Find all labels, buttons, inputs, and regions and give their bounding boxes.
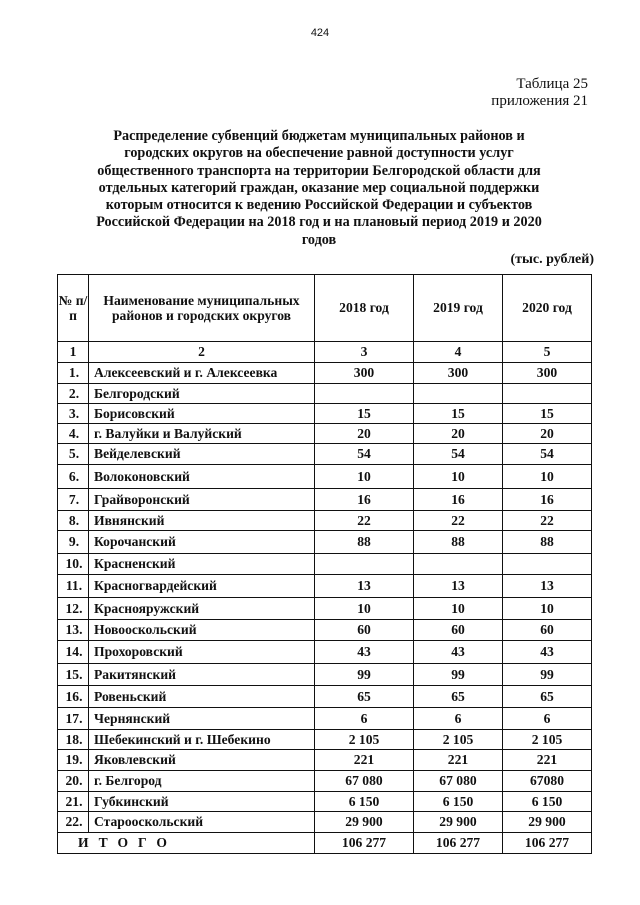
row-value-2019: 65	[414, 686, 503, 708]
row-value-2019: 6	[414, 708, 503, 730]
row-value-2018: 22	[315, 511, 414, 531]
table-row	[58, 465, 592, 489]
row-value-2020: 6 150	[503, 792, 592, 812]
column-index: 4	[414, 342, 503, 363]
row-value-2018: 2 105	[315, 730, 414, 750]
table-row	[58, 575, 592, 598]
row-number: 16.	[58, 686, 89, 708]
header-2018: 2018 год	[315, 275, 414, 342]
row-value-2019: 10	[414, 465, 503, 489]
row-value-2020	[503, 384, 592, 404]
row-value-2020: 60	[503, 620, 592, 641]
row-number: 10.	[58, 554, 89, 575]
row-value-2018: 29 900	[315, 812, 414, 833]
row-value-2020: 29 900	[503, 812, 592, 833]
document-title: Распределение субвенций бюджетам муниципальных районов и городских округов на обеспечение равной доступности услуг общественного транспорта на территории Белгородской области для отдельных категорий граждан, оказание мер социальной поддержки которым относится к ведению Российской Федерации и субъектов Российской Федерации на 2018 год и на плановый период 2019 и 2020 годов	[96, 128, 542, 248]
row-name: Губкинский	[89, 792, 315, 812]
row-name: Чернянский	[89, 708, 315, 730]
table-row	[58, 664, 592, 686]
row-value-2020: 99	[503, 664, 592, 686]
row-value-2020: 88	[503, 531, 592, 554]
table-row	[58, 554, 592, 575]
row-value-2018: 20	[315, 424, 414, 444]
row-name: г. Белгород	[89, 771, 315, 792]
row-value-2018: 10	[315, 598, 414, 620]
row-number: 6.	[58, 465, 89, 489]
row-name: г. Валуйки и Валуйский	[89, 424, 315, 444]
row-value-2018: 221	[315, 750, 414, 771]
row-number: 5.	[58, 444, 89, 465]
row-value-2019: 54	[414, 444, 503, 465]
row-value-2019: 20	[414, 424, 503, 444]
row-value-2018: 99	[315, 664, 414, 686]
row-name: Шебекинский и г. Шебекино	[89, 730, 315, 750]
row-value-2019: 22	[414, 511, 503, 531]
total-label: ИТОГО	[58, 833, 315, 854]
table-row	[58, 363, 592, 384]
row-value-2019: 67 080	[414, 771, 503, 792]
row-number: 20.	[58, 771, 89, 792]
table-caption-line1: Таблица 25	[516, 76, 588, 92]
row-value-2019: 221	[414, 750, 503, 771]
row-number: 15.	[58, 664, 89, 686]
row-value-2018: 16	[315, 489, 414, 511]
row-value-2018: 13	[315, 575, 414, 598]
row-value-2020: 43	[503, 641, 592, 664]
row-value-2019	[414, 384, 503, 404]
table-row	[58, 404, 592, 424]
row-value-2020: 13	[503, 575, 592, 598]
row-value-2020: 300	[503, 363, 592, 384]
header-number: № п/п	[58, 275, 89, 342]
row-name: Прохоровский	[89, 641, 315, 664]
column-index-row	[58, 342, 592, 363]
row-value-2018: 10	[315, 465, 414, 489]
row-number: 13.	[58, 620, 89, 641]
row-value-2018: 54	[315, 444, 414, 465]
column-index: 2	[89, 342, 315, 363]
row-number: 8.	[58, 511, 89, 531]
table-row	[58, 384, 592, 404]
row-value-2019: 99	[414, 664, 503, 686]
row-value-2020: 10	[503, 598, 592, 620]
table-row	[58, 489, 592, 511]
row-name: Корочанский	[89, 531, 315, 554]
row-value-2020: 15	[503, 404, 592, 424]
row-name: Красненский	[89, 554, 315, 575]
row-number: 21.	[58, 792, 89, 812]
row-value-2018: 6	[315, 708, 414, 730]
table-header-row	[58, 275, 592, 342]
row-value-2019: 13	[414, 575, 503, 598]
row-value-2018: 60	[315, 620, 414, 641]
subsidy-table	[57, 274, 592, 854]
units-note: (тыс. рублей)	[510, 252, 594, 267]
row-name: Ровеньский	[89, 686, 315, 708]
row-value-2020: 22	[503, 511, 592, 531]
total-value-2019: 106 277	[414, 833, 503, 854]
row-name: Ивнянский	[89, 511, 315, 531]
table-row	[58, 708, 592, 730]
row-number: 19.	[58, 750, 89, 771]
row-name: Новооскольский	[89, 620, 315, 641]
row-number: 14.	[58, 641, 89, 664]
row-number: 4.	[58, 424, 89, 444]
row-value-2019	[414, 554, 503, 575]
row-value-2018	[315, 554, 414, 575]
row-value-2020: 67080	[503, 771, 592, 792]
table-row	[58, 730, 592, 750]
row-value-2019: 88	[414, 531, 503, 554]
table-row	[58, 686, 592, 708]
row-value-2020: 65	[503, 686, 592, 708]
row-name: Алексеевский и г. Алексеевка	[89, 363, 315, 384]
row-number: 2.	[58, 384, 89, 404]
row-number: 12.	[58, 598, 89, 620]
row-name: Борисовский	[89, 404, 315, 424]
row-number: 22.	[58, 812, 89, 833]
row-number: 17.	[58, 708, 89, 730]
table-row	[58, 812, 592, 833]
row-value-2020: 6	[503, 708, 592, 730]
table-caption-line2: приложения 21	[491, 93, 588, 109]
row-name: Яковлевский	[89, 750, 315, 771]
row-name: Волоконовский	[89, 465, 315, 489]
row-value-2020: 54	[503, 444, 592, 465]
header-2019: 2019 год	[414, 275, 503, 342]
row-value-2019: 300	[414, 363, 503, 384]
row-name: Старооскольский	[89, 812, 315, 833]
row-value-2018: 65	[315, 686, 414, 708]
row-value-2019: 10	[414, 598, 503, 620]
row-value-2018: 67 080	[315, 771, 414, 792]
row-value-2019: 29 900	[414, 812, 503, 833]
row-value-2020	[503, 554, 592, 575]
row-value-2019: 16	[414, 489, 503, 511]
row-value-2018: 300	[315, 363, 414, 384]
column-index: 5	[503, 342, 592, 363]
row-value-2019: 43	[414, 641, 503, 664]
row-name: Красногвардейский	[89, 575, 315, 598]
row-name: Белгородский	[89, 384, 315, 404]
row-value-2019: 6 150	[414, 792, 503, 812]
row-number: 7.	[58, 489, 89, 511]
row-name: Ракитянский	[89, 664, 315, 686]
row-value-2018: 15	[315, 404, 414, 424]
row-value-2020: 10	[503, 465, 592, 489]
table-row	[58, 598, 592, 620]
row-number: 9.	[58, 531, 89, 554]
table-row	[58, 620, 592, 641]
table-row	[58, 531, 592, 554]
row-name: Вейделевский	[89, 444, 315, 465]
row-value-2019: 60	[414, 620, 503, 641]
row-value-2018: 88	[315, 531, 414, 554]
row-value-2020: 2 105	[503, 730, 592, 750]
row-value-2020: 221	[503, 750, 592, 771]
table-row	[58, 750, 592, 771]
total-value-2020: 106 277	[503, 833, 592, 854]
total-row	[58, 833, 592, 854]
table-row	[58, 771, 592, 792]
row-value-2019: 2 105	[414, 730, 503, 750]
table-row	[58, 641, 592, 664]
row-value-2018: 43	[315, 641, 414, 664]
table-row	[58, 792, 592, 812]
row-value-2020: 20	[503, 424, 592, 444]
row-value-2018	[315, 384, 414, 404]
row-value-2018: 6 150	[315, 792, 414, 812]
row-number: 3.	[58, 404, 89, 424]
column-index: 3	[315, 342, 414, 363]
row-name: Грайворонский	[89, 489, 315, 511]
row-number: 18.	[58, 730, 89, 750]
column-index: 1	[58, 342, 89, 363]
header-2020: 2020 год	[503, 275, 592, 342]
total-value-2018: 106 277	[315, 833, 414, 854]
row-number: 11.	[58, 575, 89, 598]
header-name: Наименование муниципальных районов и городских округов	[89, 275, 315, 342]
table-row	[58, 511, 592, 531]
row-number: 1.	[58, 363, 89, 384]
row-value-2020: 16	[503, 489, 592, 511]
table-row	[58, 424, 592, 444]
table-row	[58, 444, 592, 465]
row-name: Краснояружский	[89, 598, 315, 620]
row-value-2019: 15	[414, 404, 503, 424]
page-number: 424	[310, 27, 330, 39]
